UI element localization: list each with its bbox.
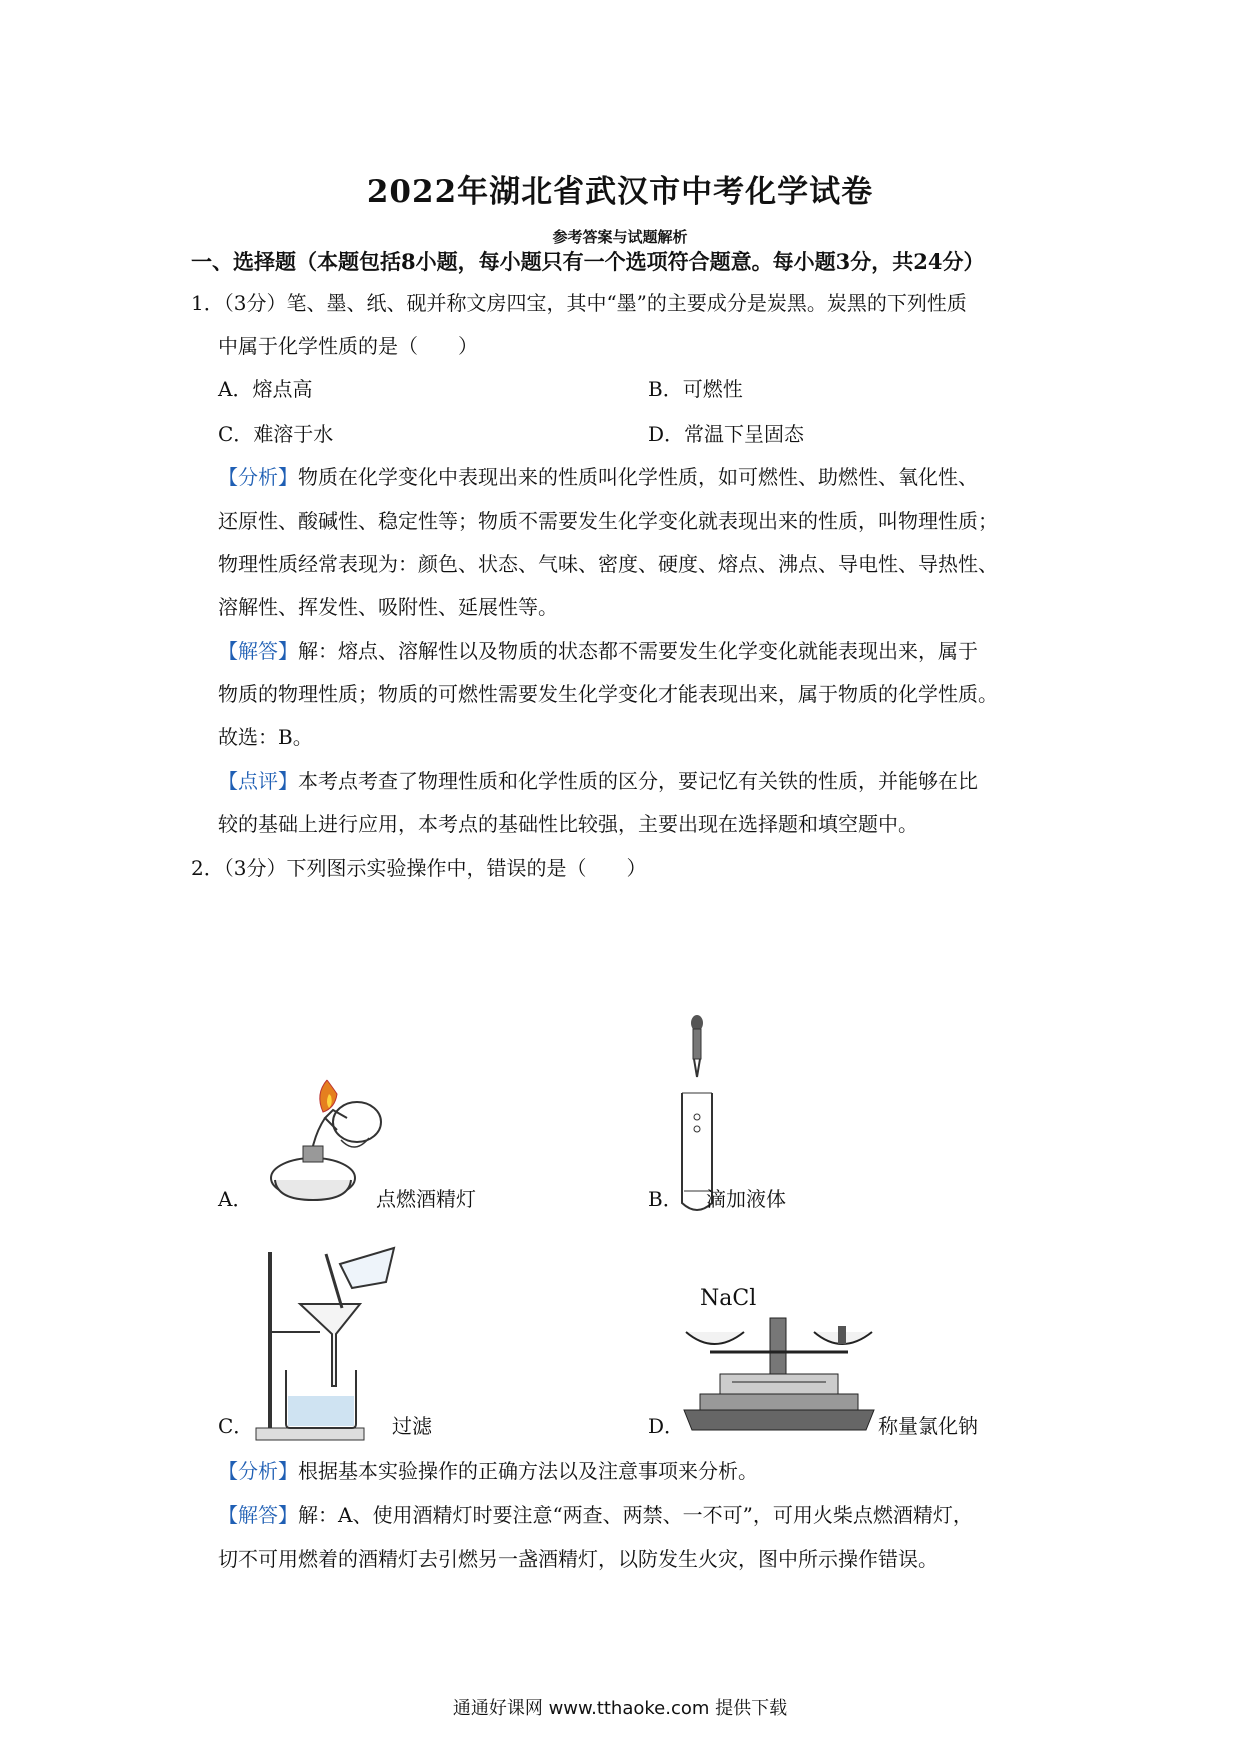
- option-letter: B．: [648, 377, 683, 401]
- answer-tag: 【解答】: [218, 639, 298, 663]
- analysis-text: 根据基本实验操作的正确方法以及注意事项来分析。: [298, 1459, 758, 1483]
- q2-analysis: [218, 1457, 758, 1485]
- page-title: 2022年湖北省武汉市中考化学试卷: [366, 174, 874, 210]
- q1-stem-line1: 1．（3分）笔、墨、纸、砚并称文房四宝，其中“墨”的主要成分是炭黑。炭黑的下列性质: [191, 291, 967, 315]
- answer-text: 解：熔点、溶解性以及物质的状态都不需要发生化学变化就能表现出来，属于: [298, 639, 978, 663]
- q1-answer-line1: [218, 637, 978, 665]
- q1-comment-line2: 较的基础上进行应用，本考点的基础性比较强，主要出现在选择题和填空题中。: [218, 812, 918, 836]
- alcohol-lamp-icon: [255, 1060, 385, 1215]
- answer-text: 解：A、使用酒精灯时要注意“两查、两禁、一不可”，可用火柴点燃酒精灯，: [298, 1503, 973, 1527]
- analysis-tag: 【分析】: [218, 465, 298, 489]
- q2-option-d-letter: D．: [648, 1414, 685, 1438]
- q2-option-c-letter: C．: [218, 1414, 254, 1438]
- analysis-text: 物质在化学变化中表现出来的性质叫化学性质，如可燃性、助燃性、氧化性、: [298, 465, 978, 489]
- q1-stem-line2: 中属于化学性质的是（ ）: [218, 334, 478, 358]
- option-letter: C．: [218, 422, 254, 446]
- option-text: 难溶于水: [253, 422, 334, 446]
- comment-text: 本考点考查了物理性质和化学性质的区分，要记忆有关铁的性质，并能够在比: [298, 769, 978, 793]
- section-heading: 一、选择题（本题包括8小题，每小题只有一个选项符合题意。每小题3分，共24分）: [191, 249, 985, 274]
- q2-option-d-caption: 称量氯化钠: [878, 1414, 978, 1438]
- q1-analysis-line2: 还原性、酸碱性、稳定性等；物质不需要发生化学变化就表现出来的性质，叫物理性质；: [218, 509, 998, 533]
- q1-analysis-line3: 物理性质经常表现为：颜色、状态、气味、密度、硬度、熔点、沸点、导电性、导热性、: [218, 552, 998, 576]
- balance-icon: [680, 1312, 878, 1434]
- q2-option-b-letter: B．: [648, 1187, 683, 1211]
- q1-analysis-line1: [218, 463, 978, 491]
- analysis-tag: 【分析】: [218, 1459, 298, 1483]
- q2-option-a-letter: A．: [218, 1187, 253, 1211]
- q1-answer-line3: 故选：B。: [218, 725, 313, 749]
- q1-option-a: [218, 375, 312, 403]
- page-subtitle: 参考答案与试题解析: [552, 228, 688, 246]
- answer-tag: 【解答】: [218, 1503, 298, 1527]
- filtration-icon: [256, 1246, 406, 1440]
- option-letter: A．: [218, 377, 253, 401]
- q1-option-c: [218, 420, 333, 448]
- footer-credit: 通通好课网 www.tthaoke.com 提供下载: [452, 1698, 788, 1719]
- q1-answer-line2: 物质的物理性质；物质的可燃性需要发生化学变化才能表现出来，属于物质的化学性质。: [218, 682, 998, 706]
- option-text: 常温下呈固态: [684, 422, 805, 446]
- option-text: 可燃性: [682, 377, 743, 401]
- q2-option-a-caption: 点燃酒精灯: [376, 1187, 476, 1211]
- q2-answer-line2: 切不可用燃着的酒精灯去引燃另一盏酒精灯，以防发生火灾，图中所示操作错误。: [218, 1547, 938, 1571]
- q2-option-c-caption: 过滤: [392, 1414, 432, 1438]
- nacl-label: NaCl: [700, 1286, 757, 1311]
- comment-tag: 【点评】: [218, 769, 298, 793]
- q1-analysis-line4: 溶解性、挥发性、吸附性、延展性等。: [218, 595, 558, 619]
- q1-comment-line1: [218, 767, 978, 795]
- q2-option-b-caption: 滴加液体: [706, 1187, 786, 1211]
- q2-answer-line1: [218, 1501, 973, 1529]
- option-text: 熔点高: [252, 377, 313, 401]
- option-letter: D．: [648, 422, 685, 446]
- q1-option-d: [648, 420, 804, 448]
- q1-option-b: [648, 375, 743, 403]
- q2-stem: 2．（3分）下列图示实验操作中，错误的是（ ）: [191, 856, 647, 880]
